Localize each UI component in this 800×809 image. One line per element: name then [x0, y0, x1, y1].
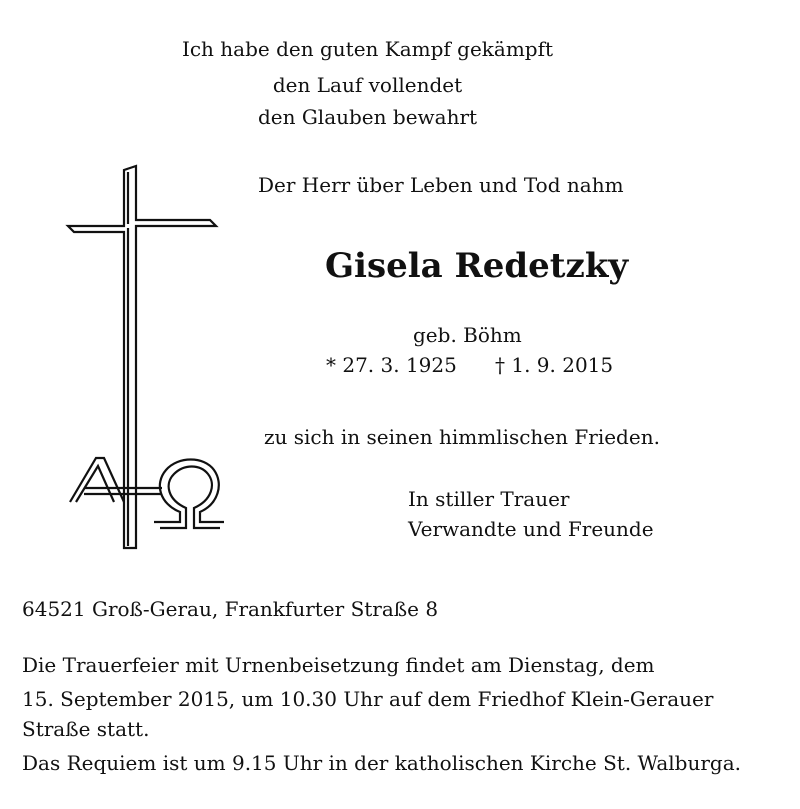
birth-date: * 27. 3. 1925 [326, 353, 457, 377]
funeral-info-line-2: 15. September 2015, um 10.30 Uhr auf dem Friedhof Klein-Gerauer [22, 687, 714, 711]
death-date: † 1. 9. 2015 [495, 353, 614, 377]
maiden-name: geb. Böhm [413, 323, 522, 347]
verse-line-3: den Glauben bewahrt [257, 105, 478, 129]
closing-text: zu sich in seinen himmlischen Frieden. [264, 425, 660, 449]
cross-alpha-omega-icon [62, 162, 232, 552]
verse-line-2: den Lauf vollendet [272, 73, 463, 97]
funeral-info-line-1: Die Trauerfeier mit Urnenbeisetzung findet am Dienstag, dem [22, 653, 655, 677]
funeral-info-line-4: Das Requiem ist um 9.15 Uhr in der katholischen Kirche St. Walburga. [22, 751, 742, 775]
address: 64521 Groß-Gerau, Frankfurter Straße 8 [22, 597, 439, 621]
mourners-line-1: In stiller Trauer [408, 487, 570, 511]
deceased-name: Gisela Redetzky [325, 246, 629, 286]
mourners-line-2: Verwandte und Freunde [408, 517, 654, 541]
verse-line-1: Ich habe den guten Kampf gekämpft [181, 37, 554, 61]
funeral-info-line-3: Straße statt. [22, 717, 150, 741]
intro-text: Der Herr über Leben und Tod nahm [258, 173, 624, 197]
